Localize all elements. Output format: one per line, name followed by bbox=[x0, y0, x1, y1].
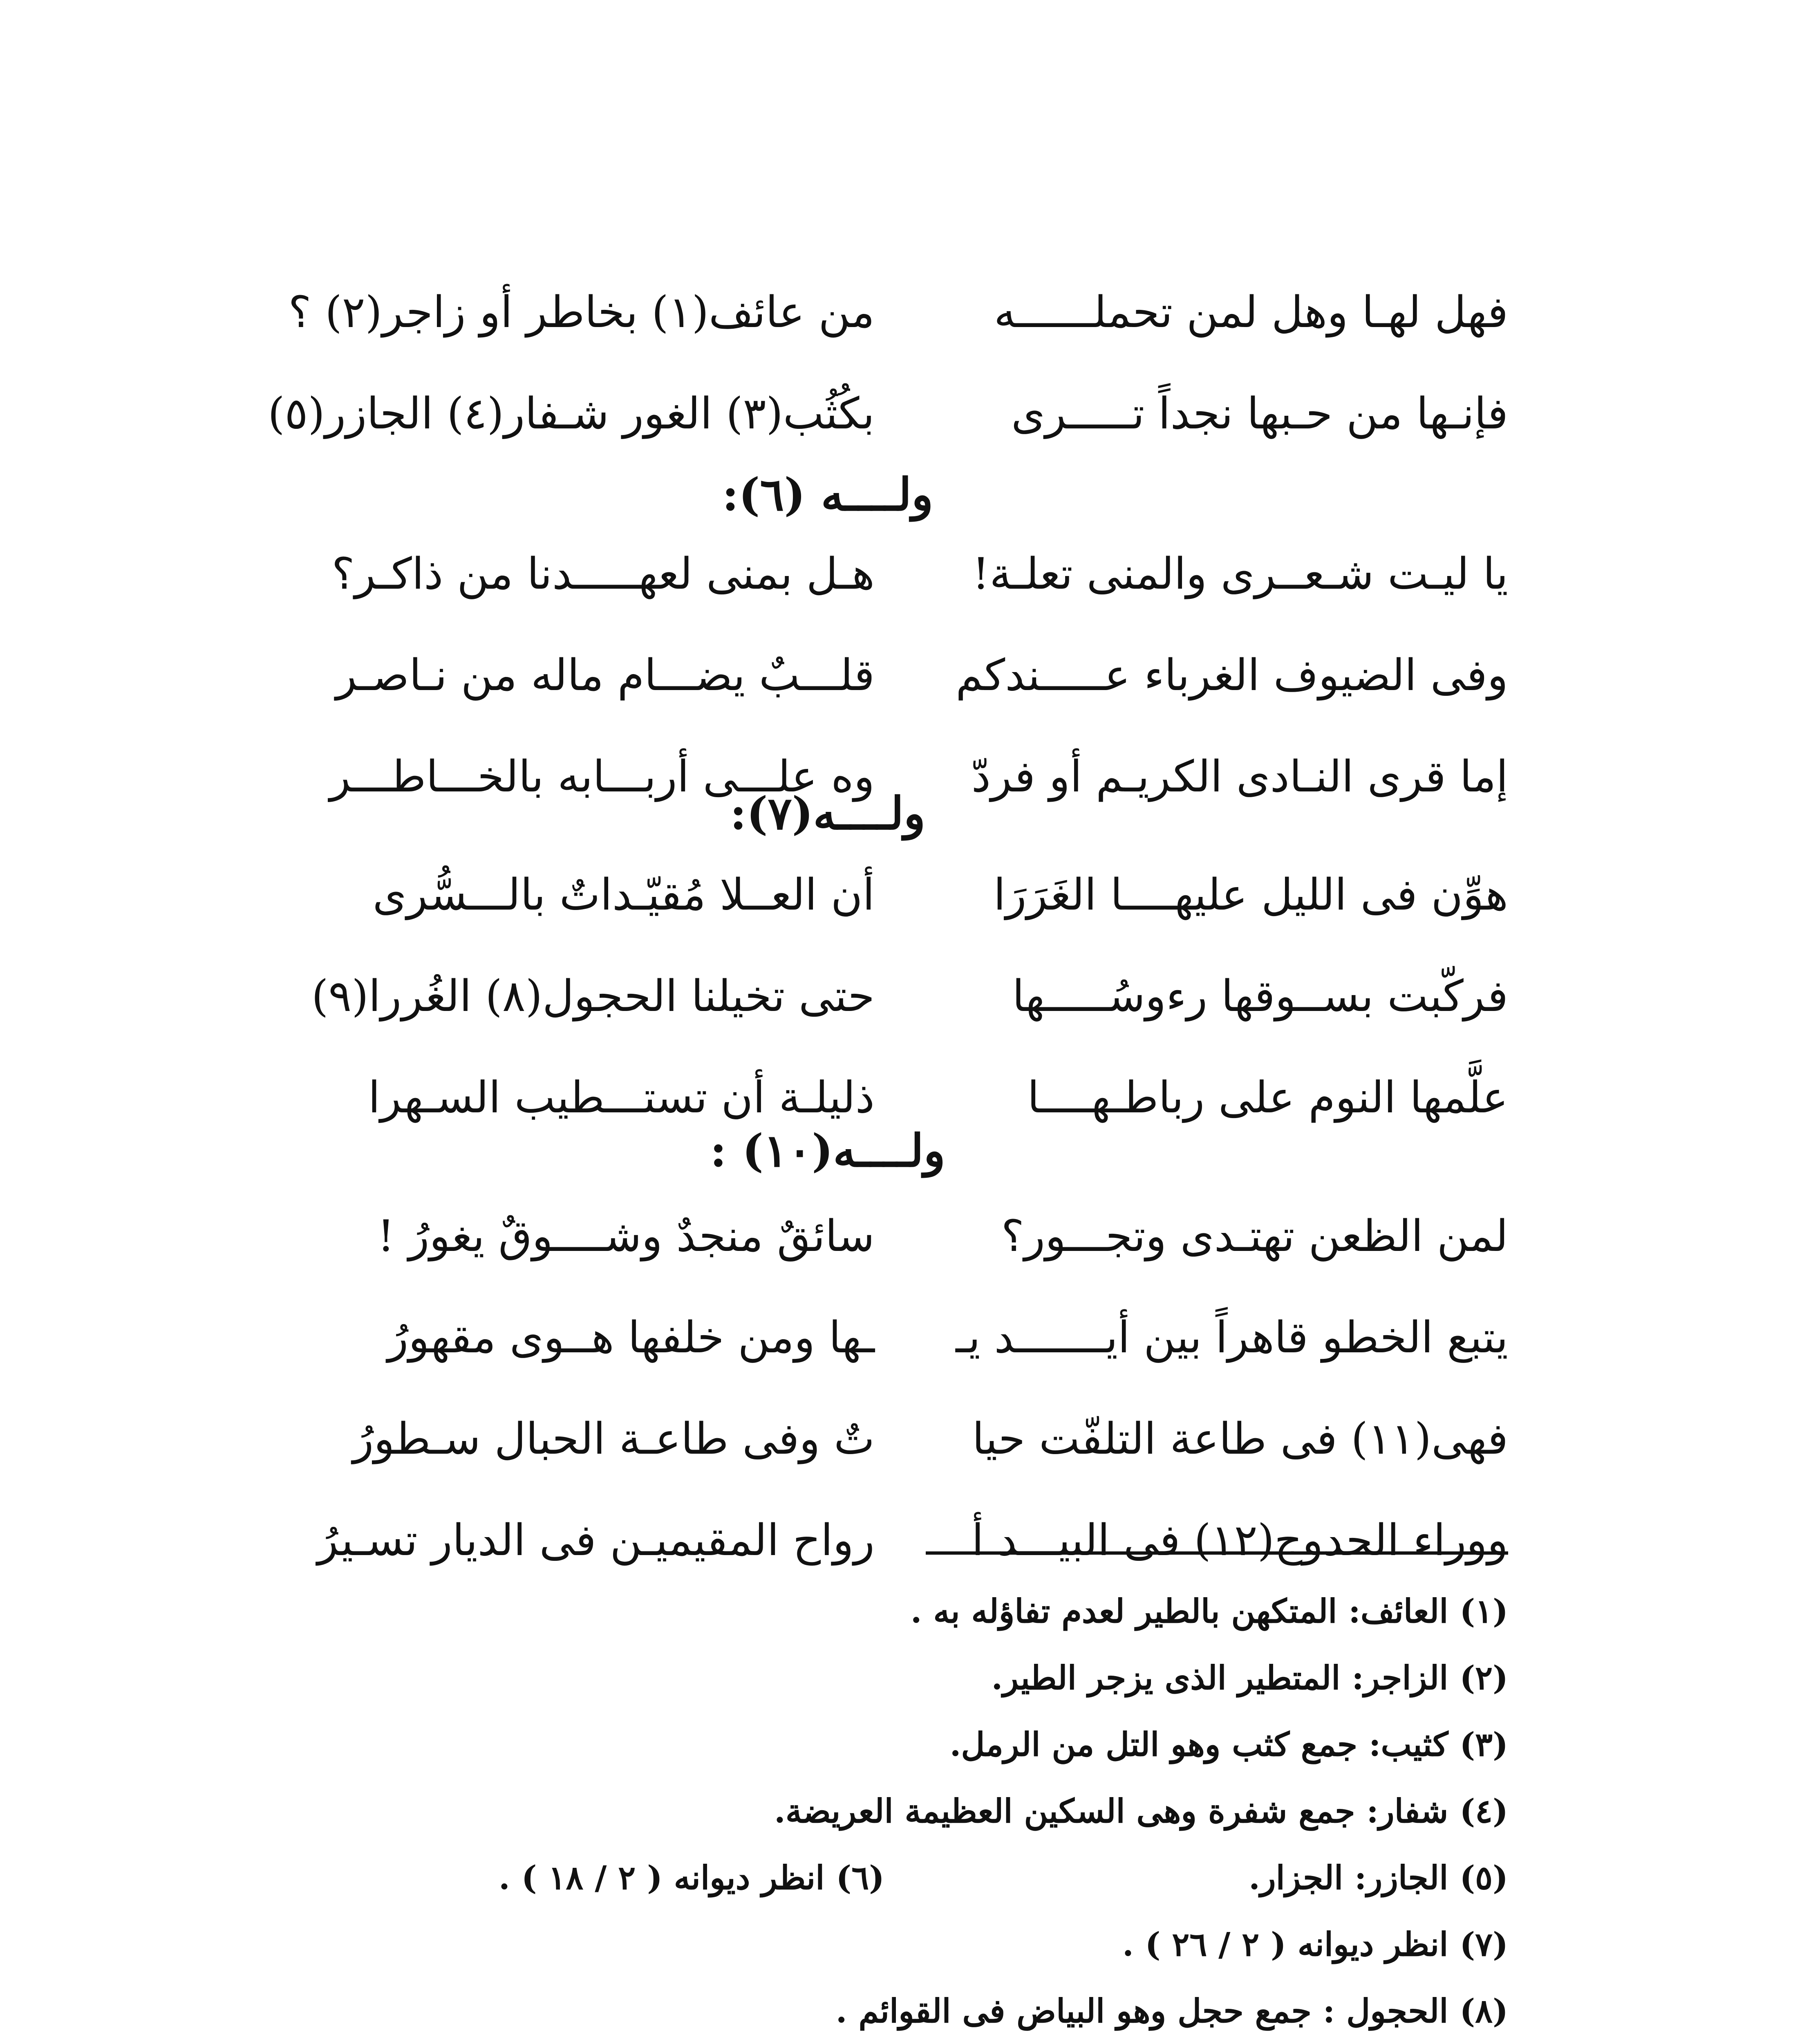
footnote bbox=[409, 1845, 1508, 1911]
verse-line bbox=[302, 946, 1508, 1047]
verse-second-hemistich: وه علـــى أربـــابه بالخـــاطـــر bbox=[329, 751, 875, 802]
footnote-text: (٦) انظر ديوانه ( ٢ / ١٨ ) . bbox=[499, 1858, 885, 1897]
verse-first-hemistich: فركّبت بســوقها رءوسُـــــها bbox=[1012, 971, 1508, 1021]
verse-second-hemistich: من عائف(١) بخاطر أو زاجر(٢) ؟ bbox=[288, 287, 875, 337]
verse-line bbox=[302, 844, 1508, 946]
footnote-text: (٢) الزاجر: المتطير الذى يزجر الطير. bbox=[991, 1659, 1508, 1697]
footnote bbox=[409, 1911, 1508, 1978]
poem-stanza-d bbox=[302, 1186, 1508, 1591]
verse-line bbox=[288, 262, 1508, 363]
verse-first-hemistich: هوِّن فى الليل عليهــــا الغَرَرَا bbox=[993, 870, 1508, 920]
verse-first-hemistich: إما قرى النـادى الكريـم أو فردّ bbox=[971, 751, 1508, 802]
verse-first-hemistich: يتبع الخطو قاهراً بين أيـــــــد يـ bbox=[956, 1312, 1508, 1363]
poem-stanza-a bbox=[268, 262, 1508, 464]
verse-second-hemistich: قلـــبٌ يضـــام ماله من نـاصـر bbox=[336, 650, 875, 700]
verse-second-hemistich: سائقٌ منجدٌ وشــــوقٌ يغورُ ! bbox=[377, 1211, 875, 1261]
verse-first-hemistich: فهى(١١) فى طاعة التلفّت حيا bbox=[972, 1414, 1508, 1464]
verse-second-hemistich: هـل بمنى لعهـــــدنا من ذاكـر؟ bbox=[331, 549, 875, 599]
footnote bbox=[409, 1978, 1508, 2044]
verse-first-hemistich: لمن الظعن تهتـدى وتجـــور؟ bbox=[1001, 1211, 1508, 1261]
footnote-text: (٣) كثيب: جمع كثب وهو التل من الرمل. bbox=[949, 1725, 1508, 1764]
section-heading: ولــــه(٧): bbox=[730, 787, 926, 840]
verse-line bbox=[302, 1388, 1508, 1490]
verse-first-hemistich: فهل لهـا وهل لمن تحملــــــه bbox=[994, 287, 1508, 337]
verse-first-hemistich: وفى الضيوف الغرباء عـــــندكم bbox=[956, 650, 1508, 700]
verse-second-hemistich: رواح المقيميـن فى الديار تسـيرُ bbox=[317, 1515, 875, 1565]
verse-second-hemistich: حتى تخيلنا الحجول(٨) الغُررا(٩) bbox=[311, 971, 875, 1021]
footnote-text: (٥) الجازر: الجزار. bbox=[1249, 1858, 1508, 1897]
footnote bbox=[409, 1645, 1508, 1711]
verse-second-hemistich: أن العــلا مُقيّـداتٌ بالـــسُّرى bbox=[372, 870, 875, 920]
verse-line bbox=[268, 363, 1508, 464]
footnote-separator bbox=[926, 1551, 1508, 1555]
verse-line bbox=[302, 625, 1508, 726]
footnote-text: (٨) الحجول : جمع حجل وهو البياض فى القوائم . bbox=[835, 1992, 1508, 2030]
footnote bbox=[409, 1711, 1508, 1778]
footnote-text: (٧) انظر ديوانه ( ٢ / ٢٦ ) . bbox=[1122, 1925, 1508, 1963]
section-heading: ولــــه(١٠) : bbox=[710, 1124, 945, 1177]
verse-second-hemistich: بكُثُب(٣) الغور شـفار(٤) الجازر(٥) bbox=[268, 388, 875, 439]
verse-second-hemistich: ـها ومن خلفها هــوى مقهورُ bbox=[387, 1312, 875, 1363]
verse-line bbox=[302, 1287, 1508, 1388]
footnote-text: (٤) شفار: جمع شفرة وهى السكين العظيمة العريضة. bbox=[774, 1792, 1508, 1830]
poem-stanza-c bbox=[302, 844, 1508, 1148]
footnotes bbox=[409, 1578, 1508, 2044]
verse-line bbox=[302, 523, 1508, 625]
footnote bbox=[409, 1578, 1508, 1645]
verse-second-hemistich: ذليلـة أن تستـــطيب السـهرا bbox=[368, 1072, 875, 1123]
verse-first-hemistich: يا ليـت شـعــرى والمنى تعلـة! bbox=[972, 549, 1508, 599]
verse-first-hemistich: ووراء الحدوج(١٢) فى البيـــد أ bbox=[972, 1515, 1508, 1565]
verse-first-hemistich: فإنـها من حـبها نجداً تـــــرى bbox=[1011, 388, 1508, 439]
footnote bbox=[409, 1778, 1508, 1845]
verse-first-hemistich: علَّمها النوم على رباطـهــــا bbox=[1027, 1072, 1508, 1123]
footnote-text: (١) العائف: المتكهن بالطير لعدم تفاؤله به . bbox=[910, 1592, 1508, 1630]
section-heading: ولــــه (٦): bbox=[722, 468, 933, 521]
verse-line bbox=[302, 1186, 1508, 1287]
verse-second-hemistich: تٌ وفى طاعـة الحبال سـطورُ bbox=[353, 1414, 875, 1464]
verse-line bbox=[302, 1490, 1508, 1591]
